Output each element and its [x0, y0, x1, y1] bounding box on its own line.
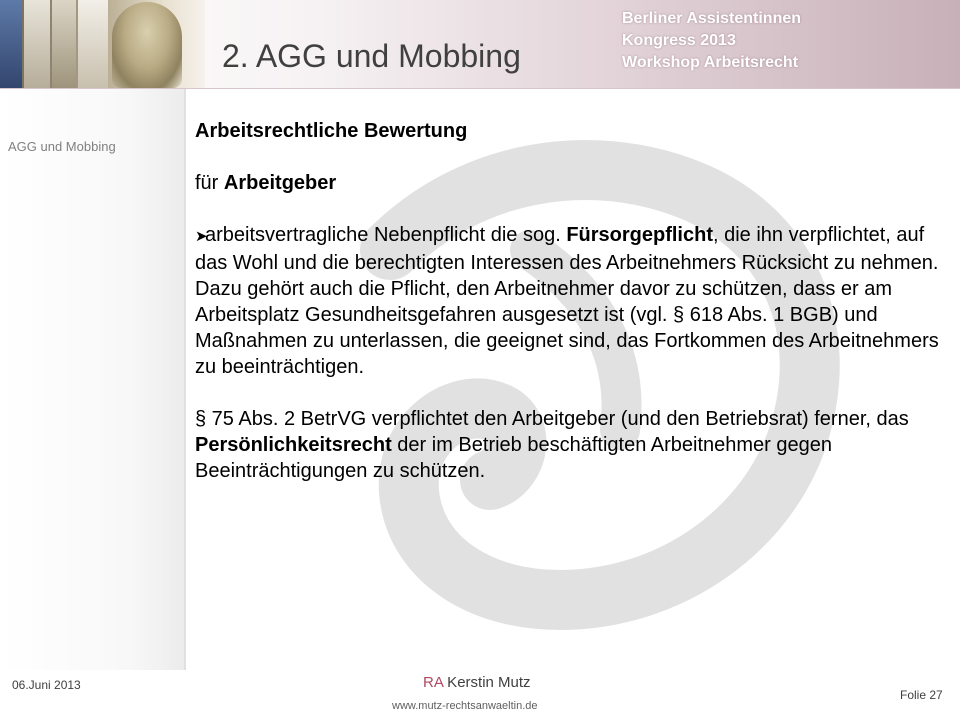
book-spine-image	[24, 0, 50, 88]
paragraph-bold-text: Persönlichkeitsrecht	[195, 434, 392, 456]
sidebar-section-label: AGG und Mobbing	[8, 139, 116, 154]
book-spine-image	[52, 0, 76, 88]
paragraph-text: § 75 Abs. 2 BetrVG verpflichtet den Arbeitgeber (und den Betriebsrat) ferner, das	[195, 408, 909, 430]
author-prefix: RA	[423, 674, 444, 691]
event-line: Berliner Assistentinnen	[622, 10, 802, 27]
header-photo	[0, 0, 205, 88]
book-spine-image	[0, 0, 22, 88]
bullet-bold-text: Fürsorgepflicht	[566, 224, 713, 246]
subheading-bold: Arbeitgeber	[223, 172, 337, 194]
slide-footer	[0, 670, 960, 720]
book-spine-image	[78, 0, 108, 88]
slide-content	[195, 118, 950, 484]
footer-website: www.mutz-rechtsanwaeltin.de	[392, 700, 538, 712]
subheading-prefix: für	[195, 172, 224, 194]
footer-author	[423, 674, 531, 691]
event-info	[622, 8, 801, 74]
content-heading: Arbeitsrechtliche Bewertung	[195, 120, 468, 142]
slide-header	[0, 0, 960, 88]
bust-image	[112, 2, 182, 88]
arrow-bullet-icon: ➤	[195, 228, 208, 245]
slide-number: Folie 27	[900, 688, 943, 702]
bullet-item	[195, 222, 950, 276]
paragraph: Dazu gehört auch die Pflicht, den Arbeitnehmer davor zu schützen, dass er am Arbeitsplatz Gesundheitsgefahren ausgesetzt ist (vgl. § 618 Abs. 1 BGB) und Maßnahmen zu unterlassen, die geeignet sind, das Fortkommen des Arbeitnehmers zu beeinträchtigen.	[195, 278, 939, 378]
paragraph-text: der im Betrieb beschäftigten Arbeitnehmer gegen Beeinträchtigungen zu schützen.	[195, 434, 833, 482]
bullet-text: , die ihn verpflichtet, auf das Wohl und die berechtigten Interessen des Arbeitnehmers Rücksicht zu nehmen.	[195, 224, 939, 274]
content-subheading	[195, 170, 950, 196]
paragraph	[195, 406, 950, 484]
footer-date: 06.Juni 2013	[12, 678, 81, 692]
sidebar	[0, 89, 186, 670]
event-line: Workshop Arbeitsrecht	[622, 54, 799, 71]
author-name: Kerstin Mutz	[443, 674, 531, 691]
event-line: Kongress 2013	[622, 32, 736, 49]
slide-title: 2. AGG und Mobbing	[222, 38, 521, 74]
bullet-text: arbeitsvertragliche Nebenpflicht die sog.	[205, 224, 567, 246]
